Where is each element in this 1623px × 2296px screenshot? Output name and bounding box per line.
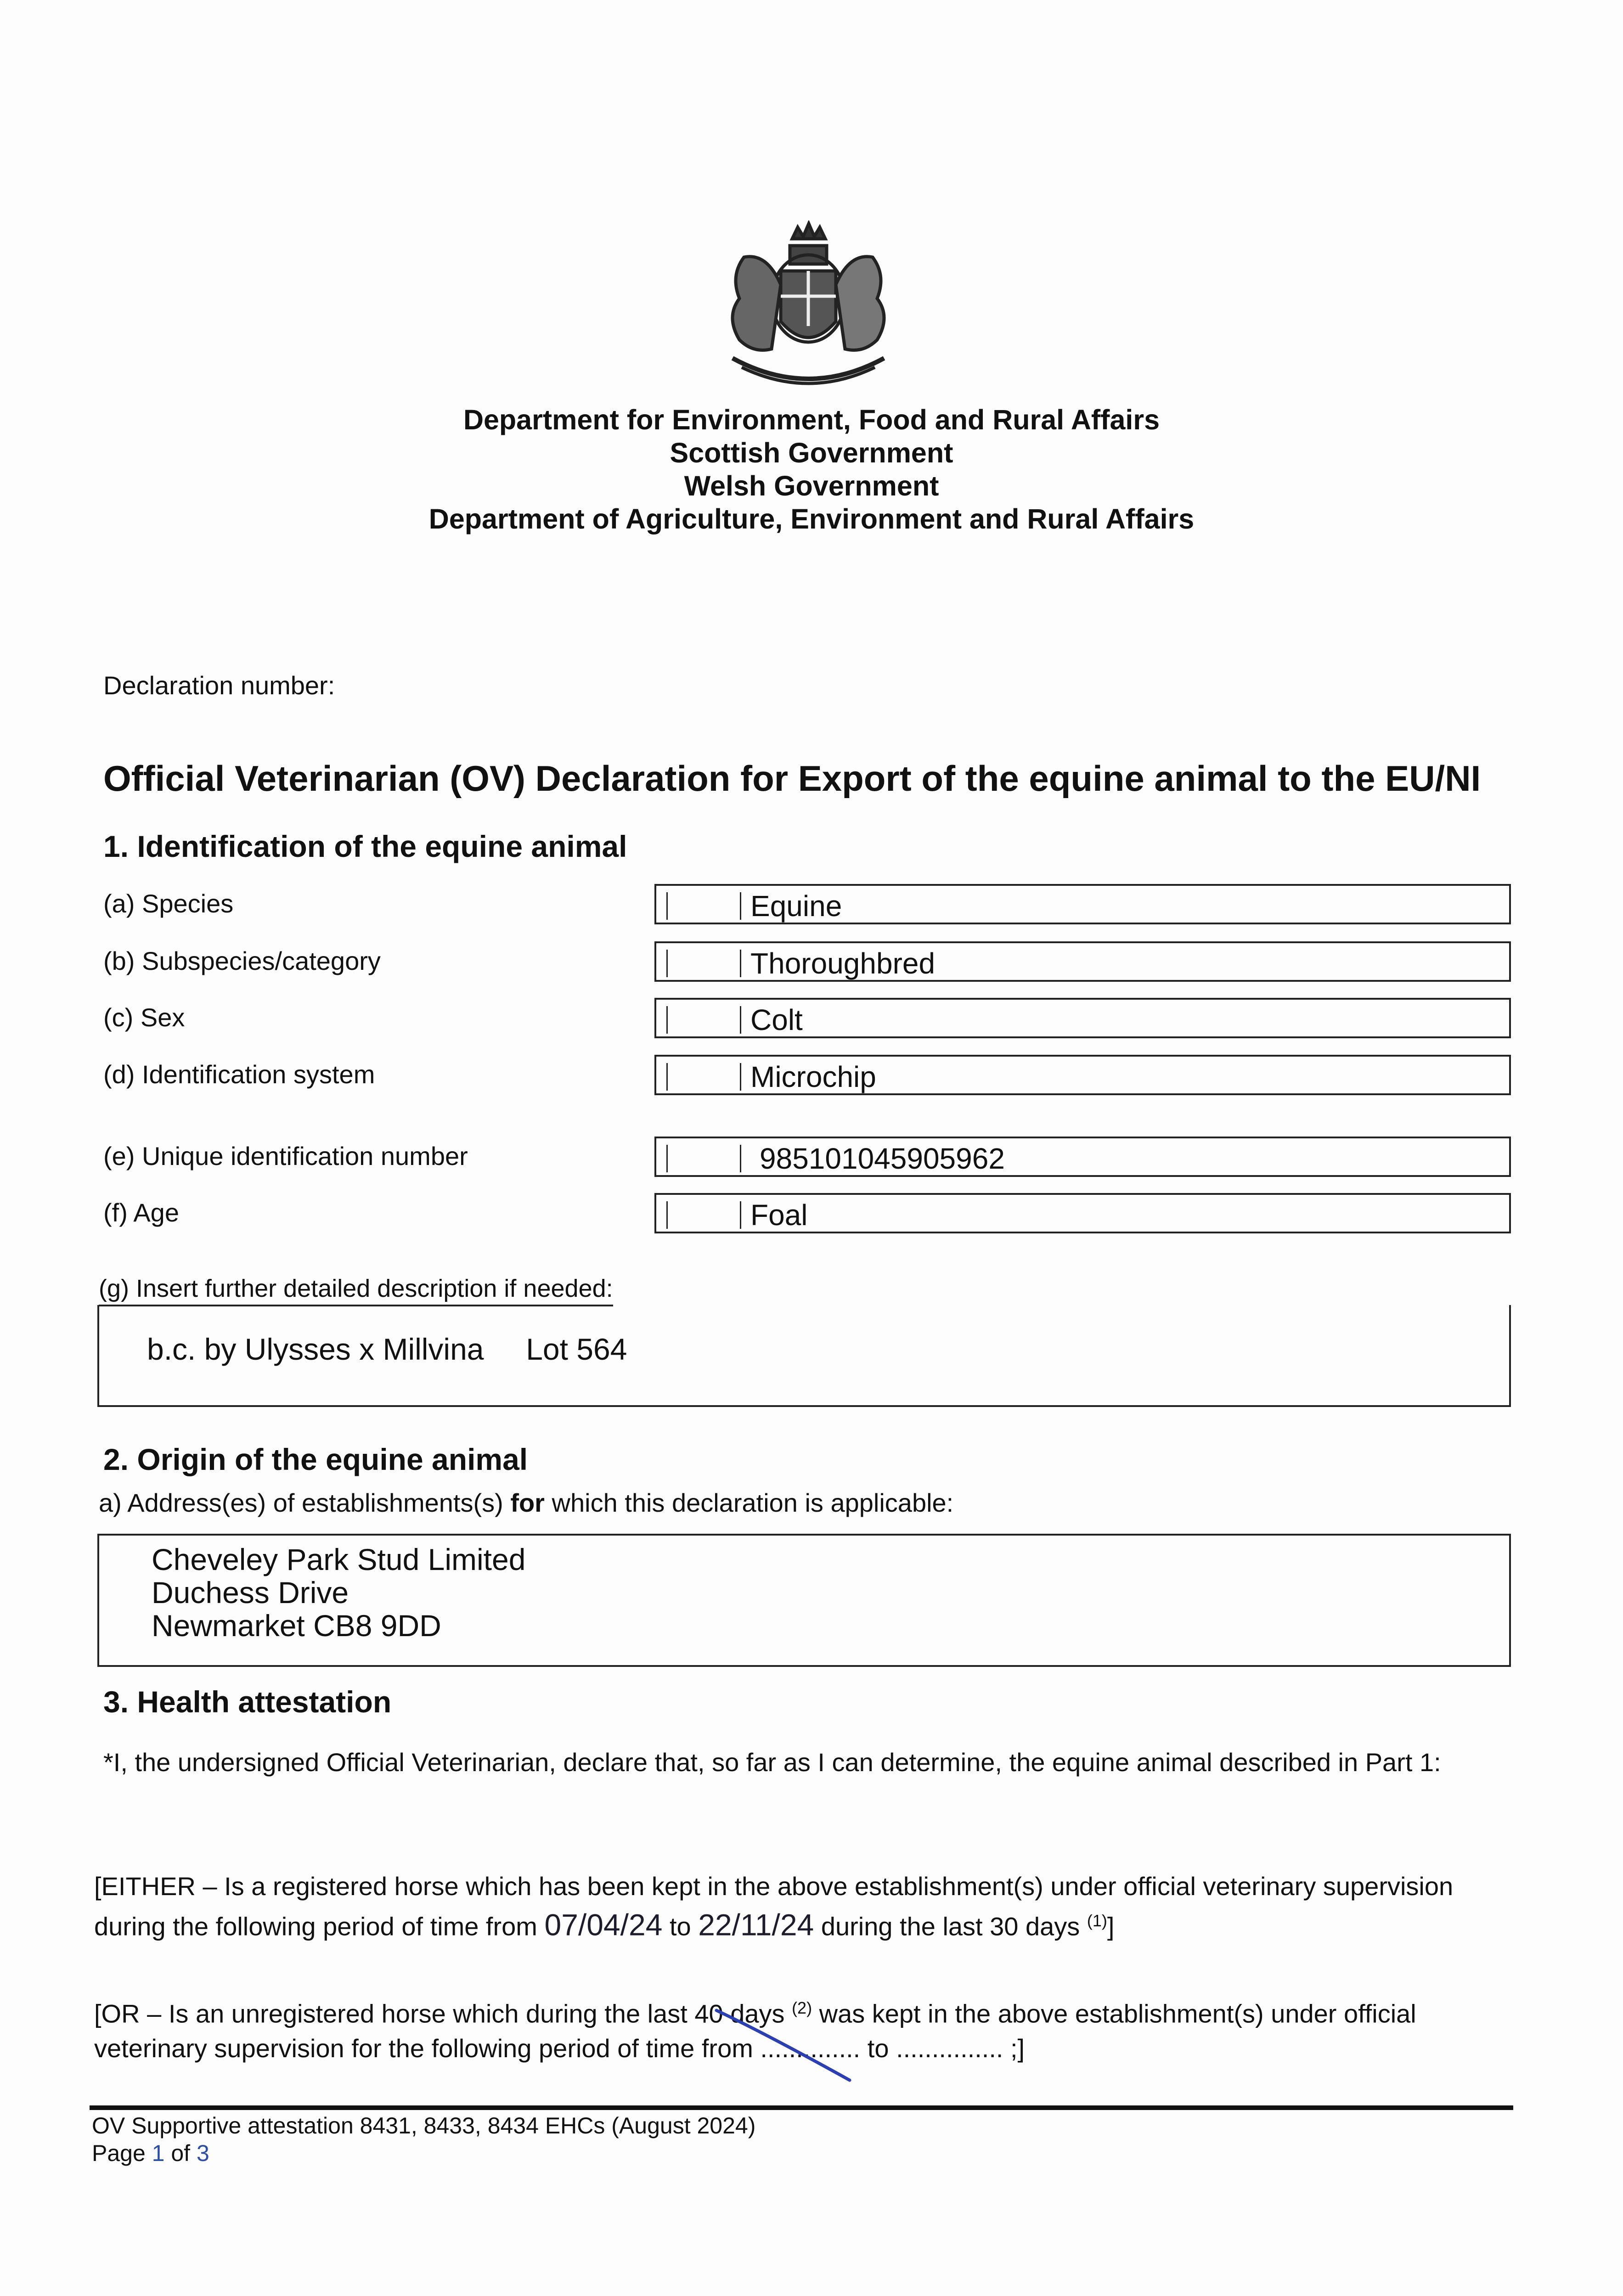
sex-label: (c) Sex [103,1003,185,1032]
department-name-welsh-government: Welsh Government [684,470,939,501]
identification-system-value: Microchip [750,1060,876,1093]
pen-strike-mark [712,2007,859,2087]
footer-divider [90,2105,1513,2110]
address-line-3: Newmarket CB8 9DD [152,1609,441,1643]
unique-id-field[interactable] [654,1137,1511,1177]
further-description-label: (g) Insert further detailed description if needed: [99,1274,613,1306]
age-label: (f) Age [103,1198,179,1227]
declaration-number-label: Declaration number: [103,671,335,700]
attestation-either: [EITHER – Is a registered horse which has been kept in the above establishment(s) under official veterinary supervision during the following period of time from 07/04/24 to 22/11/24 during the last 30 days $^{(1)}$] [94,1872,1454,1942]
age-field[interactable] [654,1193,1511,1233]
unique-id-value: 985101045905962 [760,1142,1005,1175]
attestation-intro: *I, the undersigned Official Veterinarian, declare that, so far as I can determine, the equine animal described in Part 1: [103,1748,1441,1777]
species-value: Equine [750,889,842,923]
royal-coat-of-arms-icon [705,220,912,404]
address-line-1: Cheveley Park Stud Limited [152,1542,526,1576]
subspecies-field[interactable] [654,941,1511,982]
attestation-or: [OR – Is an unregistered horse which during the last 40 days $^{(2)}$ was kept in the above establishment(s) under official veterinary supervision for the following period of time from .............. to ............... ;] [94,1998,1416,2063]
address-line-2: Duchess Drive [152,1576,349,1609]
sex-field[interactable] [654,998,1511,1038]
period-to-date: 22/11/24 [698,1908,814,1942]
identification-system-label: (d) Identification system [103,1060,375,1089]
section-2-heading: 2. Origin of the equine animal [103,1442,528,1476]
age-value: Foal [750,1199,808,1232]
section-1-heading: 1. Identification of the equine animal [103,829,627,863]
identification-system-field[interactable] [654,1055,1511,1095]
department-name-daera: Department of Agriculture, Environment and Rural Affairs [428,503,1195,535]
subspecies-value: Thoroughbred [750,947,935,980]
further-description-value: b.c. by Ulysses x Millvina Lot 564 [147,1332,627,1366]
page-indicator: Page 1 of 3 [92,2140,209,2166]
page-title: Official Veterinarian (OV) Declaration for Export of the equine animal to the EU/NI [103,758,1481,799]
subspecies-label: (b) Subspecies/category [103,946,381,975]
department-name-scottish-government: Scottish Government [670,437,953,468]
address-intro: a) Address(es) of establishments(s) for which this declaration is applicable: [99,1488,954,1517]
species-label: (a) Species [103,889,234,918]
period-from-date: 07/04/24 [544,1908,663,1942]
department-name-defra: Department for Environment, Food and Rural Affairs [463,404,1160,435]
section-3-heading: 3. Health attestation [103,1685,392,1719]
unique-id-label: (e) Unique identification number [103,1142,468,1171]
footer-attestation: OV Supportive attestation 8431, 8433, 8434 EHCs (August 2024) [92,2113,756,2138]
species-field[interactable] [654,884,1511,924]
sex-value: Colt [750,1003,803,1036]
